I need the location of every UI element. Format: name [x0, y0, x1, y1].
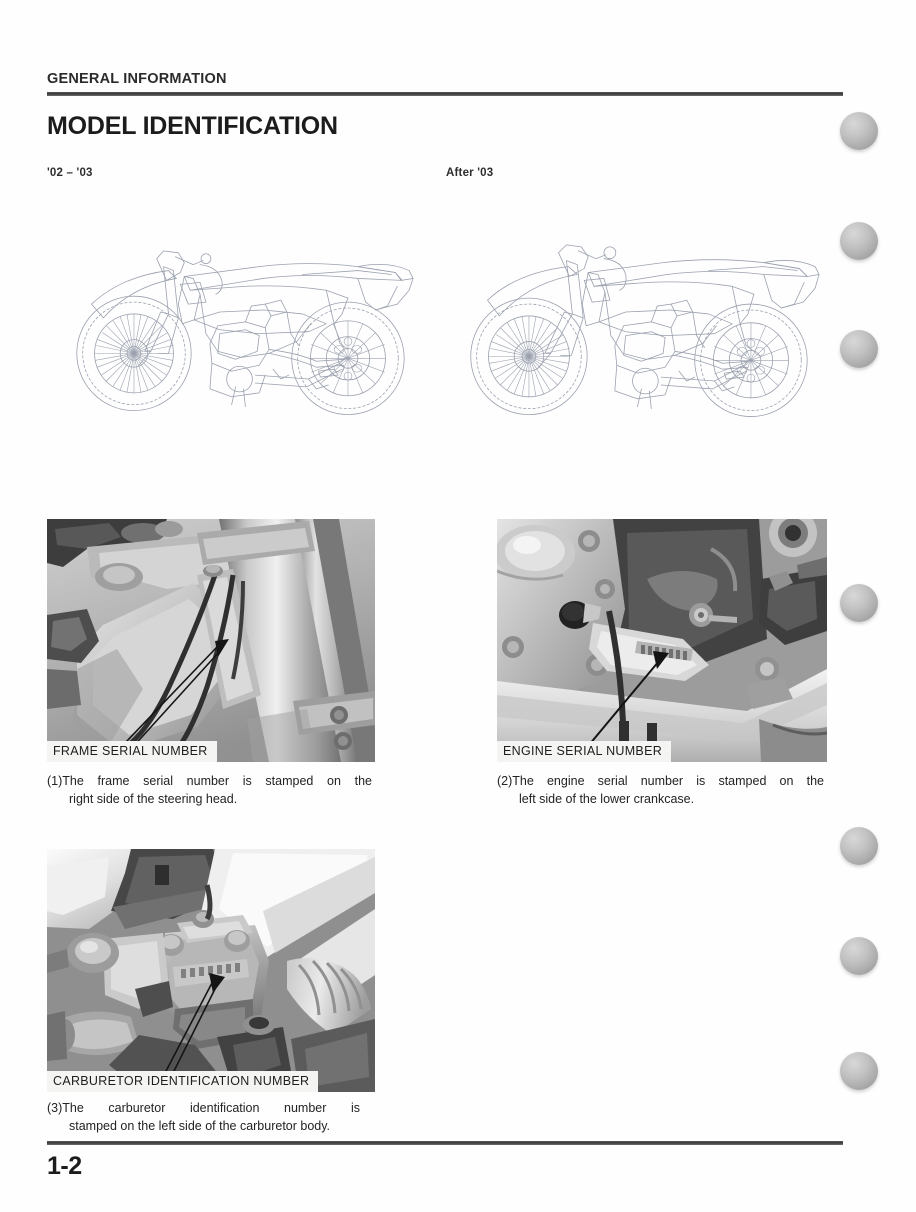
thumb-index-dot-1	[840, 112, 878, 150]
caption-text-engine-line2: left side of the lower crankcase.	[519, 791, 695, 806]
photo-label-frame: FRAME SERIAL NUMBER	[47, 741, 217, 762]
caption-text-engine-line1: The engine serial number is stamped on the	[512, 774, 824, 788]
thumb-index-dot-3	[840, 330, 878, 368]
photo-label-engine: ENGINE SERIAL NUMBER	[497, 741, 671, 762]
page-title: MODEL IDENTIFICATION	[47, 112, 338, 140]
motorcycle-line-drawing-02-03	[62, 195, 417, 425]
caption-engine-serial	[497, 773, 837, 809]
photo-label-carburetor: CARBURETOR IDENTIFICATION NUMBER	[47, 1071, 318, 1092]
thumb-index-dot-4	[840, 584, 878, 622]
motorcycle-line-drawing-after-03	[452, 195, 822, 425]
page-number: 1-2	[47, 1152, 82, 1180]
thumb-index-dot-2	[840, 222, 878, 260]
photo-image-carburetor	[47, 849, 375, 1092]
thumb-index-dot-5	[840, 827, 878, 865]
caption-text-carburetor-line2: stamped on the left side of the carburetor body.	[69, 1118, 331, 1133]
illustration-label-early: '02 – '03	[47, 167, 93, 179]
photo-image-engine	[497, 519, 827, 762]
caption-text-carburetor-line1: The carburetor identification number is	[62, 1101, 360, 1115]
photo-image-frame	[47, 519, 375, 762]
thumb-index-dot-6	[840, 937, 878, 975]
photo-frame-serial-number	[47, 519, 375, 762]
footer-divider-rule	[47, 1141, 843, 1145]
illustration-label-late: After '03	[446, 167, 494, 179]
thumb-index-dot-7	[840, 1052, 878, 1090]
caption-carburetor-id	[47, 1100, 387, 1136]
header-divider-rule	[47, 92, 843, 96]
caption-number-carburetor: (3)	[47, 1101, 63, 1115]
caption-number-engine: (2)	[497, 774, 513, 788]
section-header-title: GENERAL INFORMATION	[47, 71, 227, 87]
caption-frame-serial	[47, 773, 387, 809]
photo-engine-serial-number	[497, 519, 827, 762]
caption-number-frame: (1)	[47, 774, 63, 788]
caption-text-frame-line2: right side of the steering head.	[69, 791, 238, 806]
photo-carburetor-identification-number	[47, 849, 375, 1092]
caption-text-frame-line1: The frame serial number is stamped on the	[62, 774, 372, 788]
